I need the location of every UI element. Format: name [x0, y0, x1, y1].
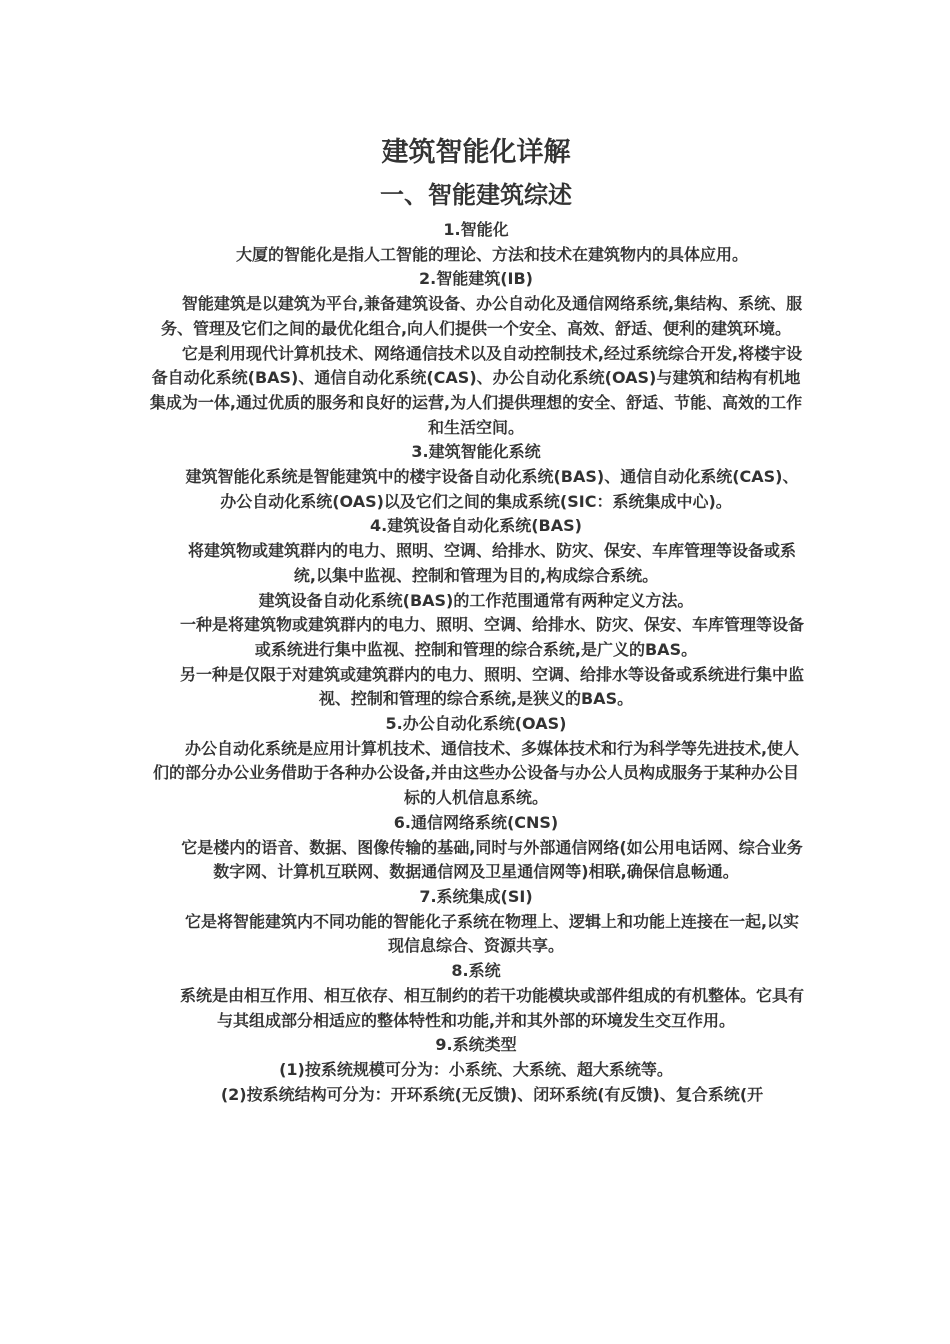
paragraph: 大厦的智能化是指人工智能的理论、方法和技术在建筑物内的具体应用。: [235, 244, 748, 264]
paragraph: 将建筑物或建筑群内的电力、照明、空调、给排水、防灾、保安、车库管理等设备或系统,以集中监视、控制和管理为目的,构成综合系统。: [187, 541, 796, 585]
paragraph: 一种是将建筑物或建筑群内的电力、照明、空调、给排水、防灾、保安、车库管理等设备或系统进行集中监视、控制和管理的综合系统,是广义的BAS。: [180, 615, 805, 659]
paragraph: 另一种是仅限于对建筑或建筑群内的电力、照明、空调、给排水等设备或系统进行集中监视、控制和管理的综合系统,是狭义的BAS。: [180, 664, 805, 709]
paragraph: 系统是由相互作用、相互依存、相互制约的若干功能模块或部件组成的有机整体。它具有与其组成部分相适应的整体特性和功能,并和其外部的环境发生交互作用。: [180, 985, 805, 1030]
item-heading: 5.办公自动化系统(OAS): [385, 714, 567, 734]
paragraph: 办公自动化系统是应用计算机技术、通信技术、多媒体技术和行为科学等先进技术,使人们的部分办公业务借助于各种办公设备,并由这些办公设备与办公人员构成服务于某种办公目标的人机信息系统。: [152, 738, 800, 808]
item-heading: 8.系统: [451, 961, 501, 981]
section-title: 一、智能建筑综述: [380, 181, 572, 209]
paragraph: 它是楼内的语音、数据、图像传输的基础,同时与外部通信网络(如公用电话网、综合业务数字网、计算机互联网、数据通信网及卫星通信网等)相联,确保信息畅通。: [181, 837, 803, 882]
item-heading: 9.系统类型: [435, 1035, 517, 1055]
document-title: 建筑智能化详解: [381, 137, 571, 168]
item-heading: 1.智能化: [443, 220, 509, 239]
paragraph: 建筑智能化系统是智能建筑中的楼宇设备自动化系统(BAS)、通信自动化系统(CAS)、办公自动化系统(OAS)以及它们之间的集成系统(SIC：系统集成中心)。: [185, 467, 799, 511]
item-heading: 6.通信网络系统(CNS): [393, 812, 559, 832]
paragraph: 它是将智能建筑内不同功能的智能化子系统在物理上、逻辑上和功能上连接在一起,以实现信息综合、资源共享。: [184, 911, 800, 956]
item-heading: 7.系统集成(SI): [419, 886, 533, 906]
document-body: [148, 134, 804, 1107]
item-heading: 3.建筑智能化系统: [411, 442, 541, 462]
paragraph: (2)按系统结构可分为：开环系统(无反馈)、闭环系统(有反馈)、复合系统(开: [220, 1084, 764, 1104]
item-heading: 4.建筑设备自动化系统(BAS): [370, 516, 582, 536]
item-heading: (1)按系统规模可分为：小系统、大系统、超大系统等。: [279, 1059, 673, 1079]
paragraph: 它是利用现代计算机技术、网络通信技术以及自动控制技术,经过系统综合开发,将楼宇设备自动化系统(BAS)、通信自动化系统(CAS)、办公自动化系统(OAS)与建筑和结构有机地集成为一体,通过优质的服务和良好的运营,为人们提供理想的安全、舒适、节能、高效的工作和生活空间。: [149, 343, 803, 437]
paragraph: 智能建筑是以建筑为平台,兼备建筑设备、办公自动化及通信网络系统,集结构、系统、服务、管理及它们之间的最优化组合,向人们提供一个安全、高效、舒适、便利的建筑环境。: [160, 294, 803, 338]
item-heading: 2.智能建筑(IB): [419, 269, 533, 289]
item-heading: 建筑设备自动化系统(BAS)的工作范围通常有两种定义方法。: [258, 590, 694, 610]
